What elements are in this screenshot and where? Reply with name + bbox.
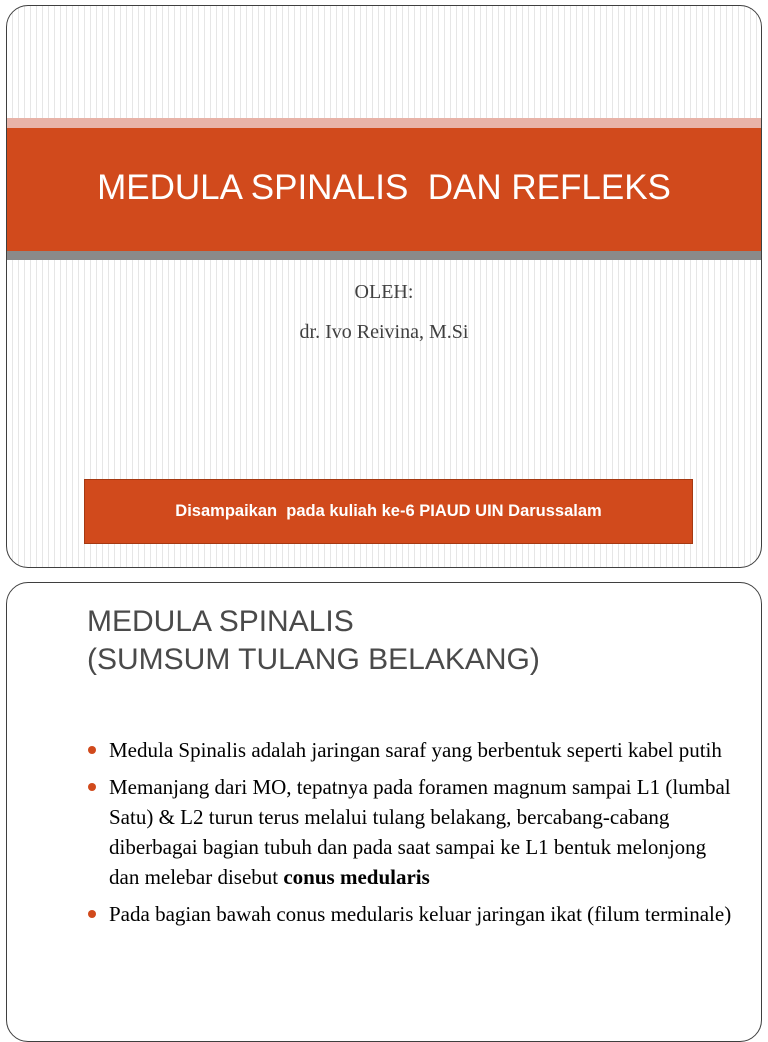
lecture-banner: Disampaikan pada kuliah ke-6 PIAUD UIN Darussalam [84,479,693,544]
bullet-item [85,735,735,765]
bullet-dot-icon [88,746,96,754]
slide-heading [87,603,540,679]
content-slide [6,582,762,1042]
bullet-item [85,899,735,929]
title-band-top-stripe [7,118,761,128]
bullet-item [85,772,735,892]
author-name: dr. Ivo Reivina, M.Si [299,321,469,343]
bullet-text: Medula Spinalis adalah jaringan saraf yang berbentuk seperti kabel putih [109,738,722,762]
heading-line-2: (SUMSUM TULANG BELAKANG) [87,643,540,676]
bullet-dot-icon [88,910,96,918]
bullet-bold-term: conus medularis [283,865,430,889]
title-band-bottom-stripe [7,251,761,260]
bullet-text: Memanjang dari MO, tepatnya pada foramen magnum sampai L1 (lumbal Satu) & L2 turun terus melalui tulang belakang, bercabang-cabang diberbagai bagian tubuh dan pada saat sampai ke L1 bentuk melonjong dan melebar disebut [109,775,731,889]
title-slide [6,5,762,568]
bullet-list [85,735,735,936]
slide-title: MEDULA SPINALIS DAN REFLEKS [97,168,671,207]
bullet-dot-icon [88,783,96,791]
bullet-text: Pada bagian bawah conus medularis keluar jaringan ikat (filum terminale) [109,902,732,926]
byline-label: OLEH: [354,281,414,303]
heading-line-1: MEDULA SPINALIS [87,605,354,638]
